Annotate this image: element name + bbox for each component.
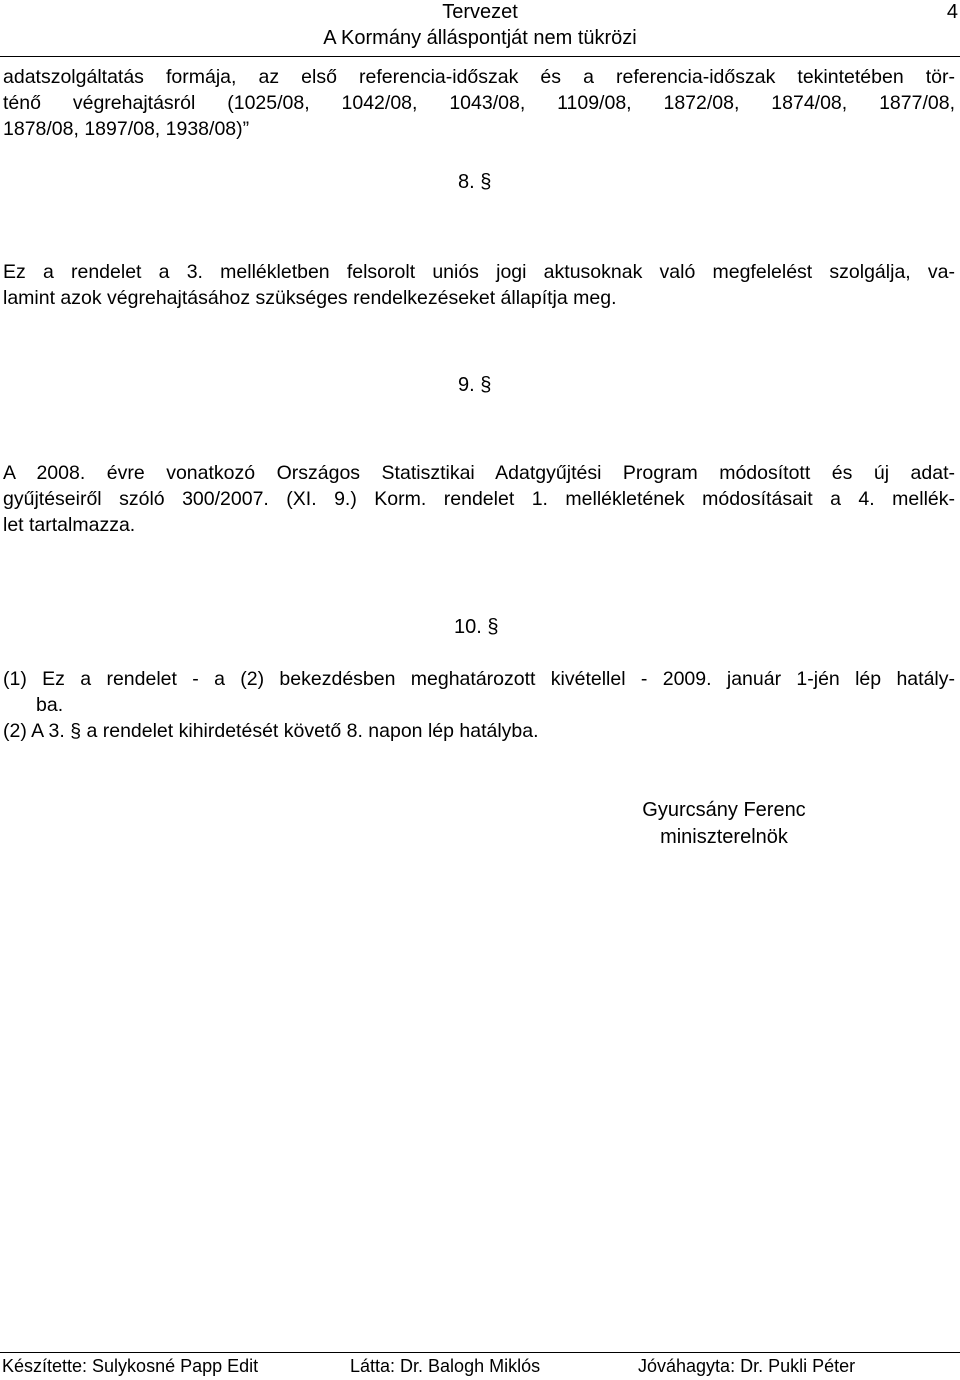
section-9-line: A 2008. évre vonatkozó Országos Statisztikai Adatgyűjtési Program módosított és új adat-: [3, 462, 955, 484]
section-9-heading: 9. §: [458, 374, 492, 396]
signature-name: Gyurcsány Ferenc: [642, 799, 806, 821]
page-header: [0, 0, 960, 57]
section-10-line: (2) A 3. § a rendelet kihirdetését követő 8. napon lép hatályba.: [3, 720, 539, 742]
page-footer: [0, 1352, 960, 1380]
section-10-paragraph: [3, 666, 955, 744]
section-9-line: gyűjtéseiről szóló 300/2007. (XI. 9.) Korm. rendelet 1. mellékletének módosításait a 4. mellék-: [3, 488, 955, 510]
signature-title: miniszterelnök: [660, 826, 788, 848]
page-number: 4: [946, 1, 958, 23]
header-title: Tervezet: [442, 1, 518, 23]
footer-prepared-by: Készítette: Sulykosné Papp Edit: [2, 1356, 259, 1376]
footer-seen-by: Látta: Dr. Balogh Miklós: [350, 1356, 541, 1376]
header-subtitle: A Kormány álláspontját nem tükrözi: [323, 27, 637, 49]
section-8-paragraph: [3, 259, 955, 311]
section-9-paragraph: [3, 460, 955, 538]
section-10-line: (1) Ez a rendelet - a (2) bekezdésben meghatározott kivétellel - 2009. január 1-jén lép hatály-: [3, 668, 955, 690]
section-10-heading: 10. §: [454, 616, 499, 638]
section-8-heading: 8. §: [458, 171, 492, 193]
section-8-line: lamint azok végrehajtásához szükséges rendelkezéseket állapítja meg.: [3, 287, 617, 309]
intro-line: ténő végrehajtásról (1025/08, 1042/08, 1043/08, 1109/08, 1872/08, 1874/08, 1877/08,: [3, 92, 955, 114]
intro-paragraph: [3, 64, 955, 142]
section-9-line: let tartalmazza.: [3, 514, 136, 536]
intro-line: adatszolgáltatás formája, az első referencia-időszak és a referencia-időszak tekintetében tör-: [3, 66, 955, 88]
section-10-line: ba.: [36, 694, 64, 716]
intro-line: 1878/08, 1897/08, 1938/08)”: [3, 118, 250, 140]
footer-approved-by: Jóváhagyta: Dr. Pukli Péter: [638, 1356, 856, 1376]
section-8-line: Ez a rendelet a 3. mellékletben felsorolt uniós jogi aktusoknak való megfelelést szolgálja, va-: [3, 261, 955, 283]
